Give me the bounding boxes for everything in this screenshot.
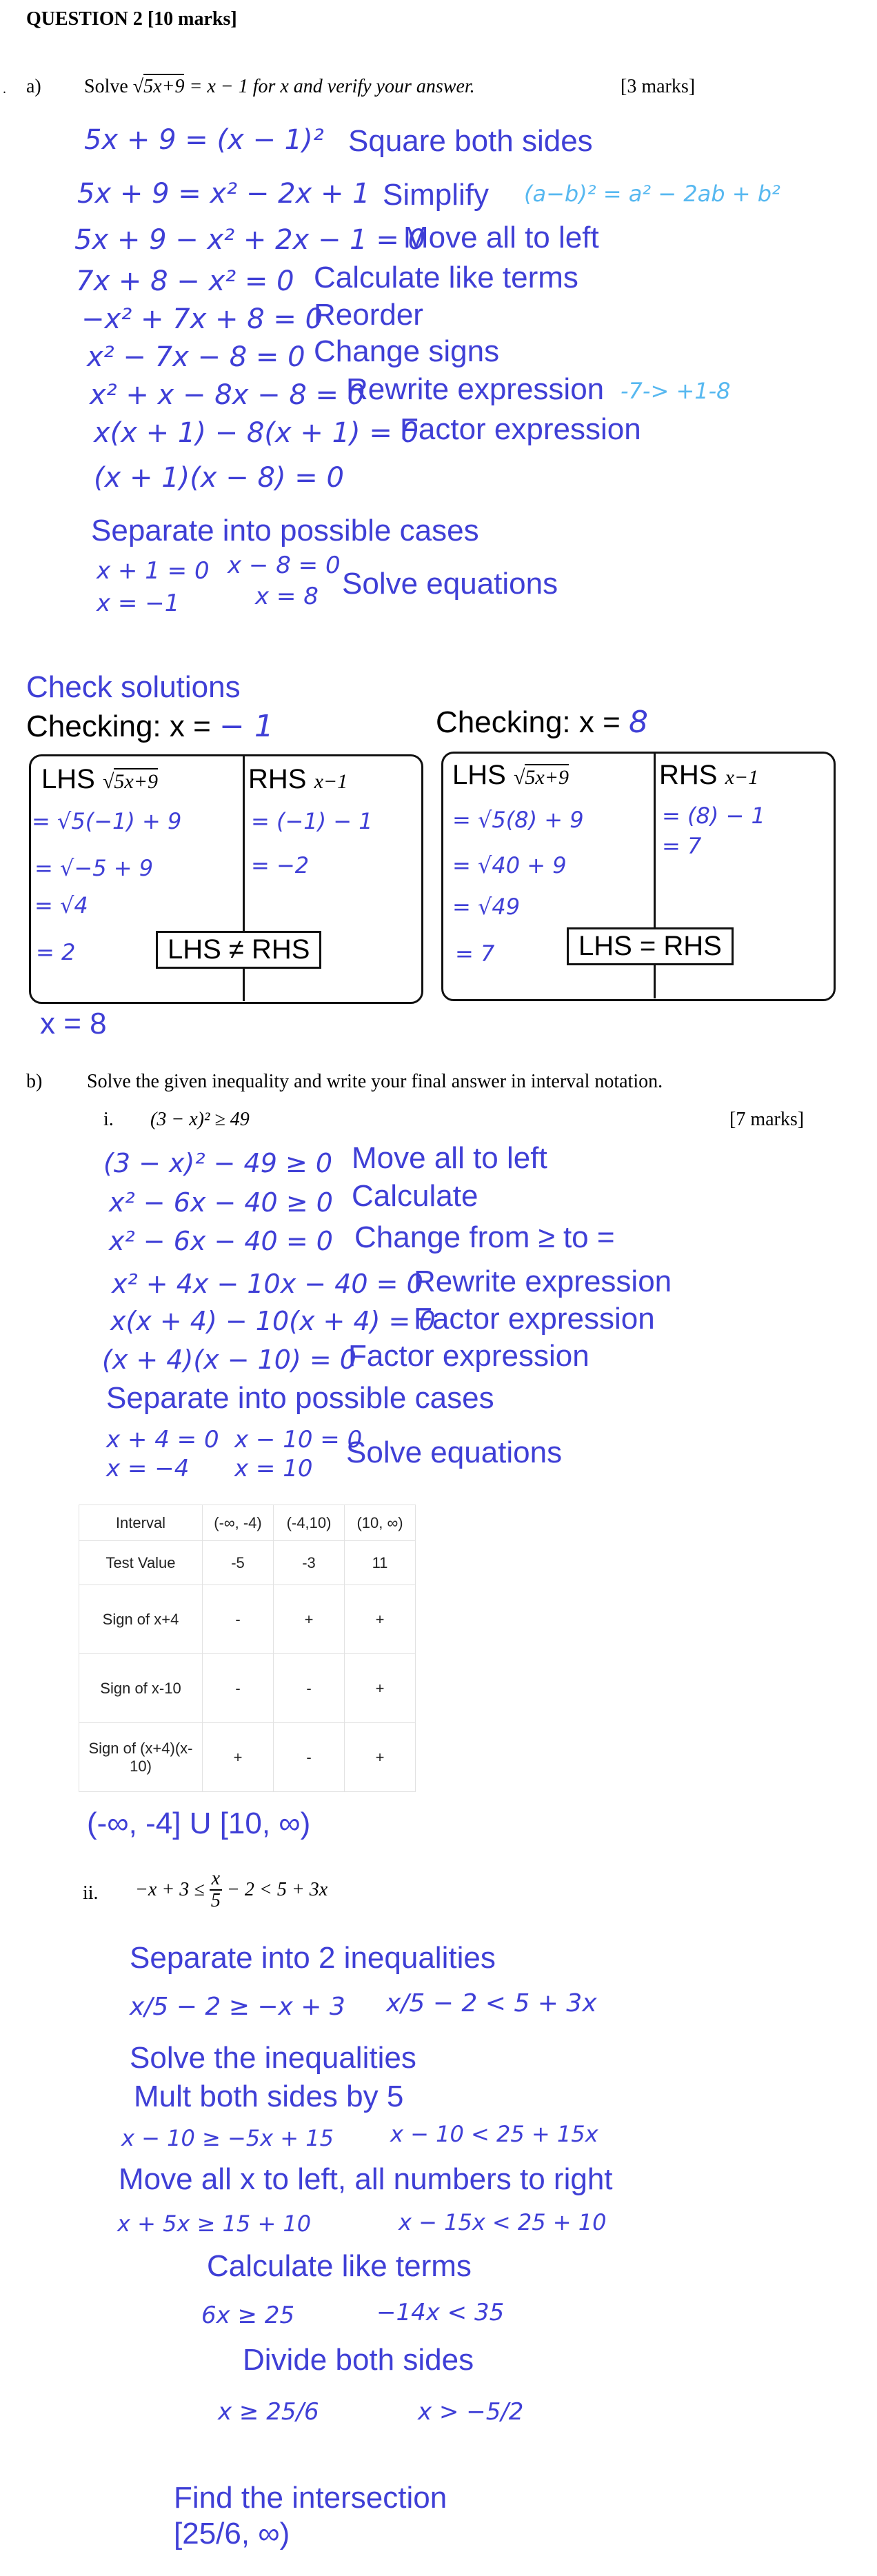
lhs-line: = √−5 + 9 xyxy=(34,855,154,881)
table-cell: -3 xyxy=(274,1541,345,1585)
step-math: (x + 1)(x − 8) = 0 xyxy=(94,462,344,494)
table-cell: Sign of x+4 xyxy=(79,1585,203,1654)
frac-den: 5 xyxy=(210,1890,221,1911)
step-note: Change from ≥ to = xyxy=(354,1220,615,1254)
step-math: x² + x − 8x − 8 = 0 xyxy=(90,379,365,411)
step-hint: (a−b)² = a² − 2ab + b² xyxy=(524,181,780,207)
step-hint: -7-> +1-8 xyxy=(621,378,731,404)
lhs-header: LHS √5x+9 xyxy=(452,760,569,790)
part-bi-label: i. xyxy=(103,1109,114,1130)
part-bii-inequality: −x + 3 ≤ $\frac{x}{5}$ − 2 < 5 + 3x xyxy=(135,1868,328,1911)
cases-label: Separate into possible cases xyxy=(91,514,479,547)
table-cell: + xyxy=(345,1723,416,1792)
part-a-prompt xyxy=(84,76,475,98)
table-row xyxy=(79,1505,416,1541)
case-eq: x − 10 = 0 xyxy=(234,1426,363,1453)
ineq-left: x − 10 ≥ −5x + 15 xyxy=(121,2125,334,2151)
check-value: 8 xyxy=(629,705,649,740)
part-a-marks: [3 marks] xyxy=(621,76,696,97)
div-label: Divide both sides xyxy=(243,2343,474,2377)
rhs-header: RHS x−1 xyxy=(248,764,348,794)
table-cell: + xyxy=(274,1585,345,1654)
table-cell: + xyxy=(345,1654,416,1723)
table-cell: Test Value xyxy=(79,1541,203,1585)
step-math: x(x + 4) − 10(x + 4) = 0 xyxy=(110,1306,436,1336)
move-label: Move all x to left, all numbers to right xyxy=(119,2162,613,2196)
table-cell: + xyxy=(203,1723,274,1792)
sep-label: Separate into 2 inequalities xyxy=(130,1941,496,1975)
table-row xyxy=(79,1541,416,1585)
step-note: Factor expression xyxy=(348,1339,589,1373)
margin-dot: . xyxy=(3,81,6,97)
step-math: x² − 6x − 40 ≥ 0 xyxy=(109,1187,333,1218)
ineq-left: x/5 − 2 ≥ −x + 3 xyxy=(130,1993,345,2021)
step-note: Change signs xyxy=(314,334,500,368)
ineq-right: x > −5/2 xyxy=(418,2398,524,2426)
step-math: x² + 4x − 10x − 40 = 0 xyxy=(112,1269,423,1299)
ineq-left: 6x ≥ 25 xyxy=(201,2302,295,2329)
step-note: Calculate xyxy=(352,1179,478,1213)
table-cell: Sign of x-10 xyxy=(79,1654,203,1723)
step-note: Calculate like terms xyxy=(314,261,578,294)
lhs-line: = √49 xyxy=(452,894,521,920)
sign-chart-table xyxy=(79,1505,416,1792)
step-note: Square both sides xyxy=(348,124,593,158)
case-eq: x + 1 = 0 xyxy=(97,557,210,585)
step-math: 5x + 9 = x² − 2x + 1 xyxy=(77,178,370,210)
lhs-line: = √5(−1) + 9 xyxy=(32,808,182,834)
step-math: −x² + 7x + 8 = 0 xyxy=(81,303,323,335)
part-bii-label: ii. xyxy=(83,1882,99,1904)
part-bii-answer: [25/6, ∞) xyxy=(174,2517,290,2550)
table-row xyxy=(79,1585,416,1654)
ineq-left: x + 5x ≥ 15 + 10 xyxy=(117,2211,312,2237)
table-cell: - xyxy=(274,1654,345,1723)
step-note: Simplify xyxy=(383,178,490,212)
cases-label: Separate into possible cases xyxy=(106,1381,494,1415)
rhs-line: = −2 xyxy=(251,852,310,878)
rhs-header: RHS x−1 xyxy=(659,760,759,790)
table-cell: - xyxy=(203,1585,274,1654)
step-math: x² − 6x − 40 = 0 xyxy=(109,1226,333,1256)
rhs-line: = (−1) − 1 xyxy=(251,808,373,834)
table-cell: Sign of (x+4)(x-10) xyxy=(79,1723,203,1792)
check-title: Checking: x = 8 xyxy=(436,705,649,740)
part-bi-answer: (-∞, -4] U [10, ∞) xyxy=(87,1807,311,1840)
ineq-right: x − 10 < 25 + 15x xyxy=(390,2121,598,2147)
lhs-line: = 7 xyxy=(455,940,495,967)
solve-label: Solve equations xyxy=(342,567,558,601)
part-a-label: a) xyxy=(26,76,41,97)
case-eq: x = 10 xyxy=(234,1455,313,1482)
prompt-solve: Solve xyxy=(84,76,128,97)
prompt-equation: = x − 1 for x and verify your answer. xyxy=(189,76,475,97)
table-header-cell: (-4,10) xyxy=(274,1505,345,1541)
ineq-right: x/5 − 2 < 5 + 3x xyxy=(386,1989,597,2017)
step-math: (x + 4)(x − 10) = 0 xyxy=(102,1345,356,1375)
ineq-right: x − 15x < 25 + 10 xyxy=(399,2209,607,2235)
case-eq: x = 8 xyxy=(255,583,319,610)
step-note: Rewrite expression xyxy=(414,1265,672,1298)
lhs-line: = √4 xyxy=(34,892,88,918)
check-result: LHS ≠ RHS xyxy=(156,931,321,969)
question-heading: QUESTION 2 [10 marks] xyxy=(26,8,237,30)
case-eq: x − 8 = 0 xyxy=(228,552,341,579)
table-header-cell: (10, ∞) xyxy=(345,1505,416,1541)
lhs-line: = √5(8) + 9 xyxy=(452,807,584,833)
lhs-line: = 2 xyxy=(36,939,76,965)
step-math: (3 − x)² − 49 ≥ 0 xyxy=(103,1148,333,1178)
table-header-cell: Interval xyxy=(79,1505,203,1541)
part-a-answer: x = 8 xyxy=(40,1007,107,1040)
check-title: Checking: x = − 1 xyxy=(26,709,274,744)
frac-num: x xyxy=(210,1869,222,1891)
table-row xyxy=(79,1654,416,1723)
mult-label: Mult both sides by 5 xyxy=(134,2080,404,2113)
case-eq: x = −1 xyxy=(97,590,180,617)
table-cell: - xyxy=(274,1723,345,1792)
step-math: x² − 7x − 8 = 0 xyxy=(87,341,305,373)
part-bi-inequality: (3 − x)² ≥ 49 xyxy=(150,1109,250,1130)
ineq-right: −14x < 35 xyxy=(376,2299,505,2326)
step-note: Factor expression xyxy=(400,412,641,446)
check-result: LHS = RHS xyxy=(567,927,734,965)
step-note: Reorder xyxy=(314,298,423,332)
step-note: Factor expression xyxy=(414,1302,655,1336)
step-note: Move all to left xyxy=(352,1141,547,1175)
case-eq: x + 4 = 0 xyxy=(106,1426,219,1453)
solve-label: Solve equations xyxy=(346,1436,563,1469)
table-cell: 11 xyxy=(345,1541,416,1585)
table-cell: - xyxy=(203,1654,274,1723)
table-header-cell: (-∞, -4) xyxy=(203,1505,274,1541)
check-value: − 1 xyxy=(219,709,274,744)
step-note: Rewrite expression xyxy=(346,372,605,406)
step-math: 5x + 9 − x² + 2x − 1 = 0 xyxy=(74,224,426,256)
step-math: x(x + 1) − 8(x + 1) = 0 xyxy=(94,417,419,449)
calc-label: Calculate like terms xyxy=(207,2249,472,2283)
part-bi-marks: [7 marks] xyxy=(729,1109,805,1130)
step-note: Move all to left xyxy=(403,221,599,254)
lhs-header: LHS √5x+9 xyxy=(41,764,158,794)
step-math: 5x + 9 = (x − 1)² xyxy=(84,124,324,156)
rhs-line: = 7 xyxy=(662,833,702,859)
table-cell: + xyxy=(345,1585,416,1654)
ineq-left: x ≥ 25/6 xyxy=(218,2398,319,2426)
prompt-radical: √5x+9 xyxy=(133,74,185,97)
table-cell: -5 xyxy=(203,1541,274,1585)
case-eq: x = −4 xyxy=(106,1455,190,1482)
part-b-label: b) xyxy=(26,1071,43,1092)
step-math: 7x + 8 − x² = 0 xyxy=(76,265,294,297)
table-row xyxy=(79,1723,416,1792)
intersect-label: Find the intersection xyxy=(174,2481,447,2515)
lhs-line: = √40 + 9 xyxy=(452,852,567,878)
part-b-prompt: Solve the given inequality and write your final answer in interval notation. xyxy=(87,1071,663,1092)
rhs-line: = (8) − 1 xyxy=(662,803,765,829)
solve-ineq-label: Solve the inequalities xyxy=(130,2041,416,2075)
check-label: Check solutions xyxy=(26,670,241,704)
